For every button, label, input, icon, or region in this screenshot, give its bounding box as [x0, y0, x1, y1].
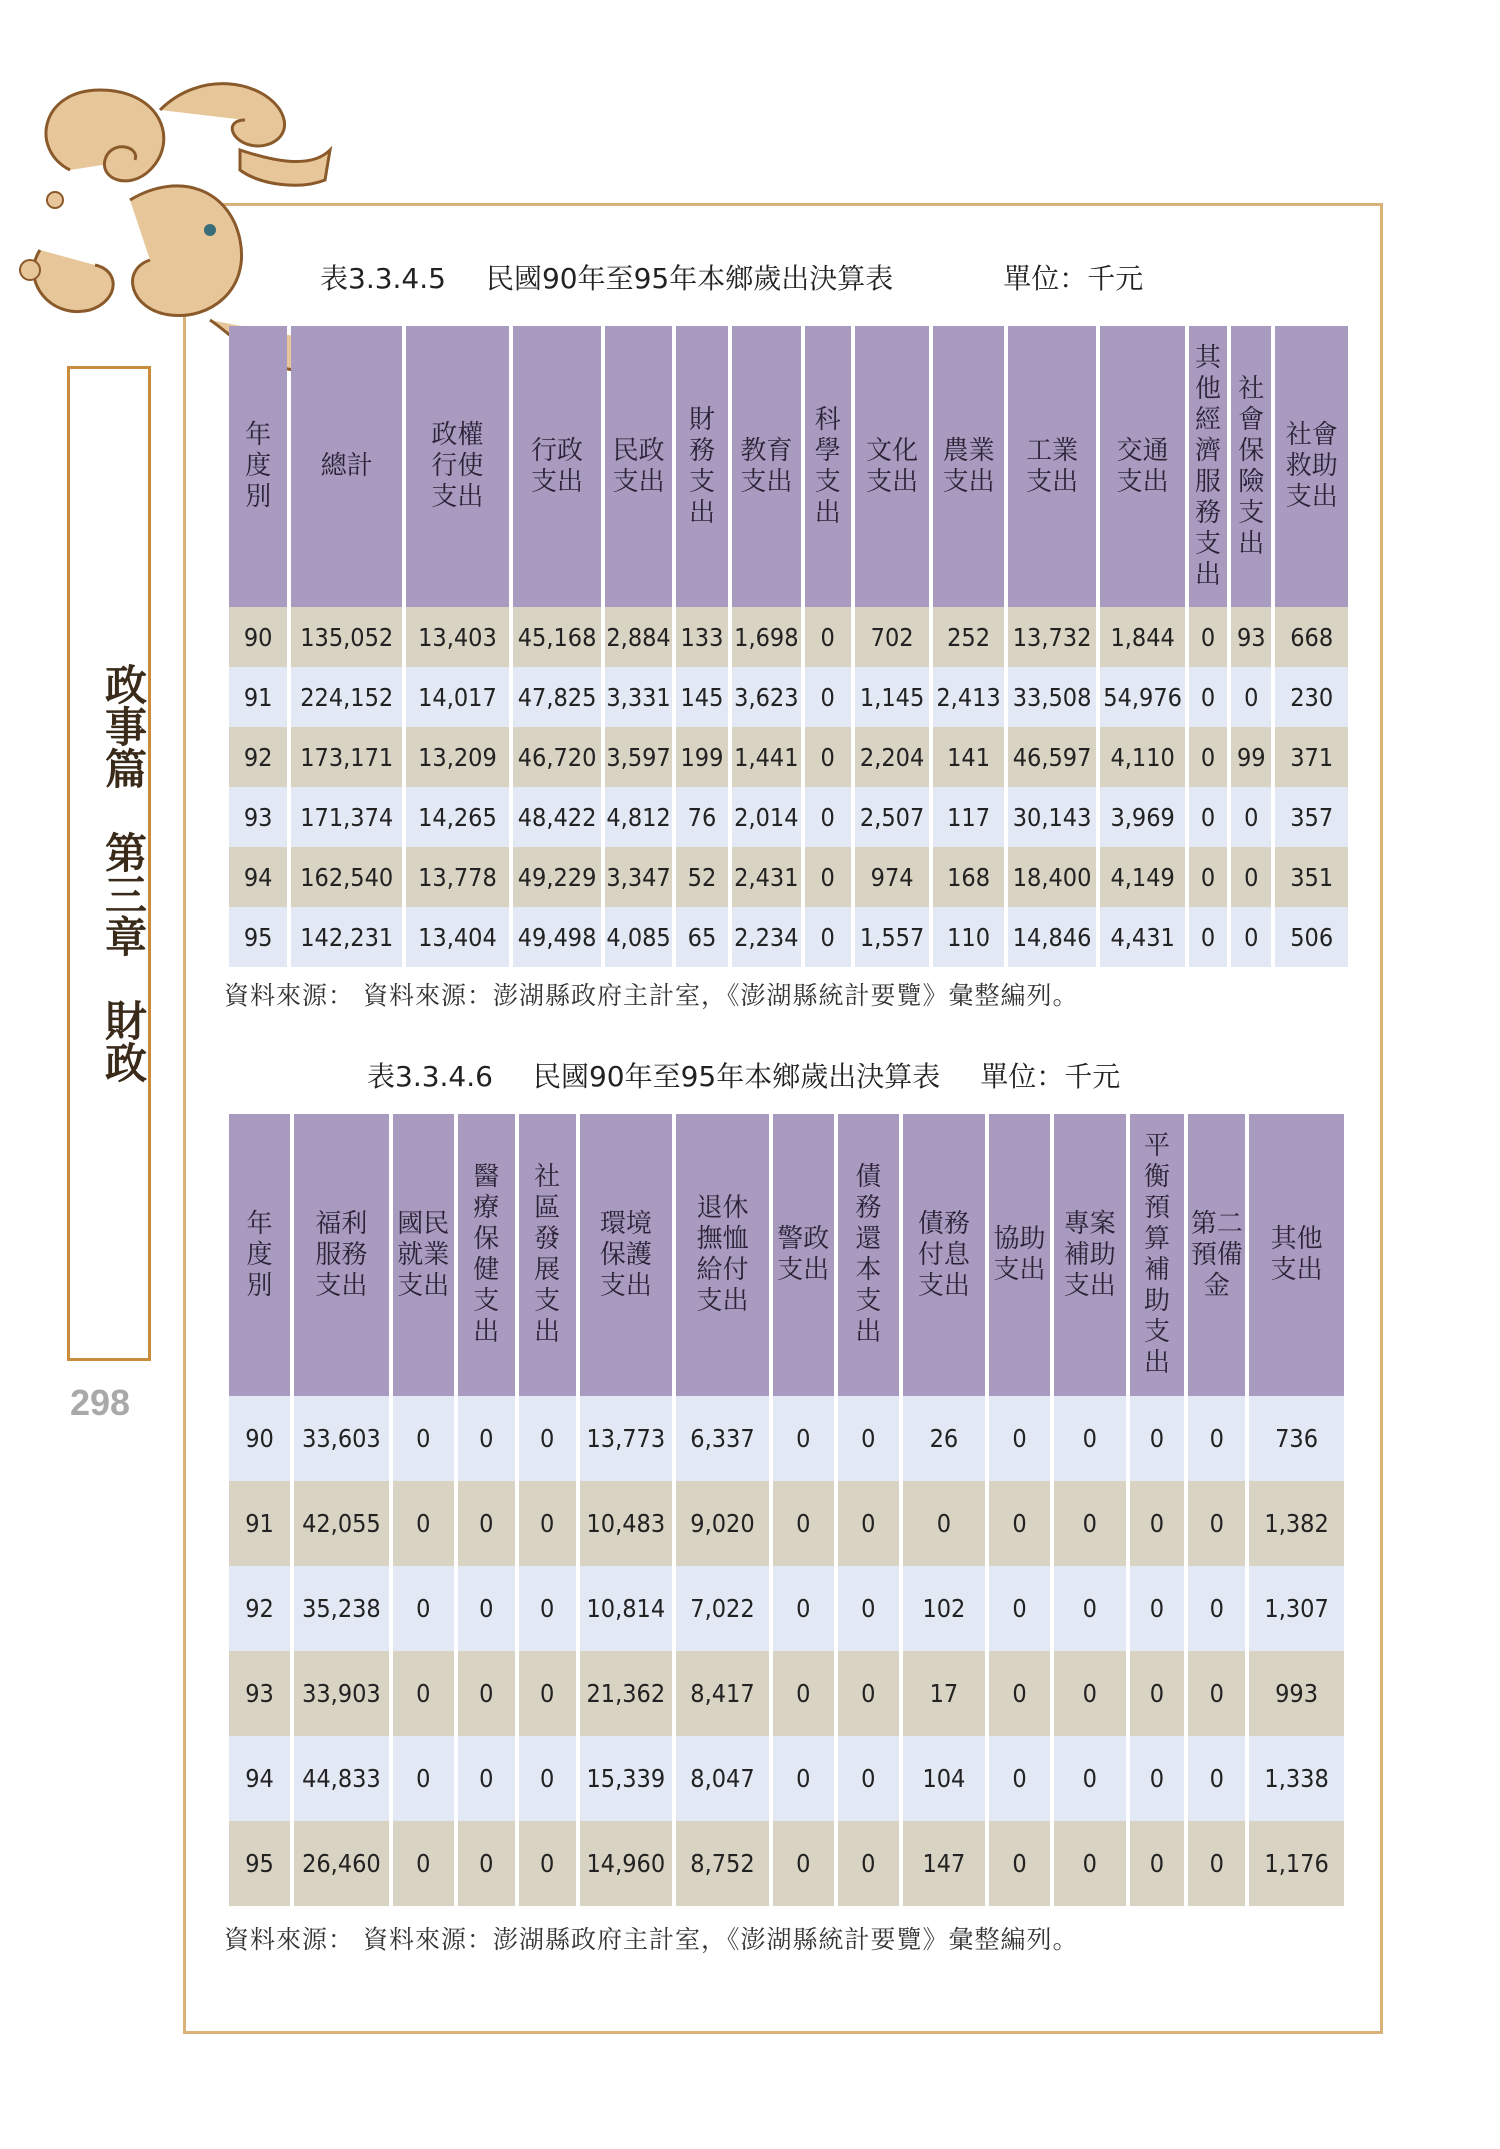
table-cell: 1,557	[855, 907, 929, 967]
table2-header-4	[519, 1114, 576, 1396]
table-cell: 104	[903, 1736, 985, 1821]
table2-header-label: 年度別	[246, 1208, 273, 1301]
table2-header-14	[1249, 1114, 1344, 1396]
table-cell: 1,176	[1249, 1821, 1344, 1906]
table-cell: 0	[1130, 1396, 1185, 1481]
table1-header-10	[1008, 326, 1097, 607]
table-row	[229, 1566, 1344, 1651]
table-cell: 0	[989, 1481, 1050, 1566]
table-cell: 2,204	[855, 727, 929, 787]
table2-header-8	[838, 1114, 899, 1396]
table-cell: 93	[1231, 607, 1271, 667]
table1-header-label: 社會保險支出	[1238, 373, 1265, 559]
table1-caption-id: 表3.3.4.5	[320, 262, 446, 295]
table-cell: 35,238	[294, 1566, 389, 1651]
table-row	[229, 847, 1348, 907]
table2-header-2	[393, 1114, 454, 1396]
table-cell: 0	[805, 787, 851, 847]
table1-header-8	[855, 326, 929, 607]
table1-header-0	[229, 326, 287, 607]
table-cell: 736	[1249, 1396, 1344, 1481]
table-cell: 0	[458, 1651, 515, 1736]
table-cell: 0	[1054, 1821, 1126, 1906]
table-cell: 0	[989, 1651, 1050, 1736]
table1-header-label: 教育支出	[740, 435, 793, 497]
table2-header-label: 退休撫恤給付支出	[696, 1193, 749, 1316]
table-cell: 46,720	[513, 727, 602, 787]
table-cell: 49,229	[513, 847, 602, 907]
table-cell: 3,347	[605, 847, 671, 907]
table-cell: 93	[229, 1651, 290, 1736]
table2-header-label: 環境保護支出	[599, 1208, 652, 1301]
table-cell: 0	[1130, 1651, 1185, 1736]
table1-source: 資料來源： 資料來源：澎湖縣政府主計室，《澎湖縣統計要覽》彙整編列。	[224, 981, 1079, 1010]
table1-header-5	[676, 326, 728, 607]
table-cell: 14,265	[406, 787, 509, 847]
table1-header-label: 交通支出	[1116, 435, 1169, 497]
table-cell: 1,441	[732, 727, 800, 787]
table2-header-1	[294, 1114, 389, 1396]
table-cell: 13,209	[406, 727, 509, 787]
table-cell: 0	[1189, 727, 1227, 787]
table-cell: 3,597	[605, 727, 671, 787]
table-cell: 0	[805, 847, 851, 907]
table-cell: 102	[903, 1566, 985, 1651]
table2-header-label: 協助支出	[993, 1224, 1046, 1285]
table2-header-13	[1188, 1114, 1245, 1396]
table-cell: 9,020	[676, 1481, 769, 1566]
table2-header-3	[458, 1114, 515, 1396]
chapter-title: 政事篇 第三章 財政	[99, 663, 148, 1083]
table2-source: 資料來源： 資料來源：澎湖縣政府主計室，《澎湖縣統計要覽》彙整編列。	[224, 1925, 1079, 1954]
table2-header-label: 專案補助支出	[1063, 1208, 1116, 1301]
table2-header-10	[989, 1114, 1050, 1396]
table-cell: 0	[1231, 847, 1271, 907]
table1-header-label: 行政支出	[531, 435, 584, 497]
table-cell: 1,145	[855, 667, 929, 727]
table-cell: 0	[989, 1396, 1050, 1481]
table-cell: 0	[1188, 1821, 1245, 1906]
table-cell: 0	[773, 1481, 834, 1566]
table-cell: 2,234	[732, 907, 800, 967]
table-cell: 117	[933, 787, 1003, 847]
table-cell: 974	[855, 847, 929, 907]
table-cell: 14,846	[1008, 907, 1097, 967]
table2-header-label: 醫療保健支出	[473, 1162, 500, 1347]
table-row	[229, 667, 1348, 727]
table-cell: 4,085	[605, 907, 671, 967]
table-cell: 0	[1189, 607, 1227, 667]
table1-header-label: 文化支出	[866, 435, 919, 497]
table-row	[229, 1481, 1344, 1566]
table-cell: 2,413	[933, 667, 1003, 727]
table2-header-11	[1054, 1114, 1126, 1396]
table1-header-label: 其他經濟服務支出	[1195, 342, 1222, 590]
table-cell: 30,143	[1008, 787, 1097, 847]
table-cell: 0	[1231, 667, 1271, 727]
table-cell: 21,362	[580, 1651, 673, 1736]
table-cell: 0	[1188, 1396, 1245, 1481]
table1-header-12	[1189, 326, 1227, 607]
table2-unit: 單位：千元	[980, 1060, 1121, 1093]
table-cell: 224,152	[291, 667, 402, 727]
table-row	[229, 727, 1348, 787]
table-cell: 0	[838, 1821, 899, 1906]
table-cell: 13,778	[406, 847, 509, 907]
table1-header-label: 科學支出	[814, 404, 841, 528]
table-cell: 76	[676, 787, 728, 847]
table-cell: 8,417	[676, 1651, 769, 1736]
table-cell: 0	[1189, 667, 1227, 727]
table2-header-label: 平衡預算補助支出	[1143, 1131, 1170, 1378]
table1-header-label: 工業支出	[1026, 435, 1079, 497]
table-cell: 6,337	[676, 1396, 769, 1481]
table-cell: 0	[1130, 1566, 1185, 1651]
table2-header-label: 債務還本支出	[855, 1162, 882, 1347]
table1-unit: 單位：千元	[1003, 262, 1144, 295]
table1-header-6	[732, 326, 800, 607]
table-cell: 45,168	[513, 607, 602, 667]
table-cell: 252	[933, 607, 1003, 667]
table-cell: 0	[519, 1821, 576, 1906]
table1-header-label: 年度別	[245, 420, 272, 512]
table-cell: 0	[1231, 907, 1271, 967]
table-cell: 0	[1189, 787, 1227, 847]
table-cell: 0	[838, 1481, 899, 1566]
table1	[225, 326, 1352, 967]
table-cell: 162,540	[291, 847, 402, 907]
table-cell: 0	[393, 1821, 454, 1906]
table2-header-label: 第二預備金	[1190, 1208, 1243, 1301]
table-row	[229, 907, 1348, 967]
table-cell: 0	[458, 1736, 515, 1821]
table-cell: 702	[855, 607, 929, 667]
table-cell: 0	[1130, 1736, 1185, 1821]
table-cell: 351	[1275, 847, 1348, 907]
table-cell: 13,404	[406, 907, 509, 967]
table-cell: 0	[838, 1651, 899, 1736]
table-cell: 0	[519, 1481, 576, 1566]
table2-header-9	[903, 1114, 985, 1396]
table2-header-label: 社區發展支出	[534, 1162, 561, 1347]
table-cell: 357	[1275, 787, 1348, 847]
table-cell: 147	[903, 1821, 985, 1906]
table-cell: 54,976	[1100, 667, 1185, 727]
table2-header-5	[580, 1114, 673, 1396]
table1-header-label: 總計	[320, 451, 373, 481]
table-cell: 94	[229, 1736, 290, 1821]
table-cell: 0	[805, 667, 851, 727]
table-cell: 4,110	[1100, 727, 1185, 787]
table-cell: 0	[805, 727, 851, 787]
table-cell: 10,814	[580, 1566, 673, 1651]
table-cell: 0	[903, 1481, 985, 1566]
table-cell: 0	[1054, 1736, 1126, 1821]
table-cell: 42,055	[294, 1481, 389, 1566]
table-cell: 1,382	[1249, 1481, 1344, 1566]
table-cell: 1,338	[1249, 1736, 1344, 1821]
table1-header-label: 社會救助支出	[1285, 420, 1338, 512]
table-cell: 0	[1188, 1566, 1245, 1651]
table-cell: 199	[676, 727, 728, 787]
table2-header-label: 其他支出	[1270, 1224, 1323, 1285]
table-cell: 0	[1054, 1481, 1126, 1566]
table-row	[229, 1821, 1344, 1906]
table-cell: 13,732	[1008, 607, 1097, 667]
table-cell: 230	[1275, 667, 1348, 727]
table-cell: 33,603	[294, 1396, 389, 1481]
table-cell: 65	[676, 907, 728, 967]
table-cell: 1,698	[732, 607, 800, 667]
table1-header-14	[1275, 326, 1348, 607]
table2-header-7	[773, 1114, 834, 1396]
table-cell: 0	[1188, 1736, 1245, 1821]
table-cell: 3,331	[605, 667, 671, 727]
table-cell: 90	[229, 1396, 290, 1481]
table-cell: 91	[229, 667, 287, 727]
table-cell: 47,825	[513, 667, 602, 727]
table-cell: 0	[393, 1481, 454, 1566]
chapter-side-label	[67, 366, 151, 1361]
table-cell: 168	[933, 847, 1003, 907]
table1-header-13	[1231, 326, 1271, 607]
table-cell: 0	[773, 1396, 834, 1481]
table-cell: 0	[1054, 1651, 1126, 1736]
table-cell: 135,052	[291, 607, 402, 667]
table-cell: 0	[805, 607, 851, 667]
table-cell: 142,231	[291, 907, 402, 967]
table1-header-4	[605, 326, 671, 607]
table2-caption-id: 表3.3.4.6	[367, 1060, 493, 1093]
table-cell: 95	[229, 907, 287, 967]
table-cell: 0	[773, 1566, 834, 1651]
table-cell: 8,752	[676, 1821, 769, 1906]
table-cell: 18,400	[1008, 847, 1097, 907]
table-cell: 3,969	[1100, 787, 1185, 847]
table-cell: 0	[1189, 847, 1227, 907]
table2-caption-title: 民國90年至95年本鄉歲出決算表	[532, 1060, 941, 1093]
table-cell: 173,171	[291, 727, 402, 787]
page-number: 298	[70, 1382, 131, 1423]
table-row	[229, 1396, 1344, 1481]
table-cell: 91	[229, 1481, 290, 1566]
table1-header-9	[933, 326, 1003, 607]
table-cell: 90	[229, 607, 287, 667]
table2-header-0	[229, 1114, 290, 1396]
table-cell: 14,017	[406, 667, 509, 727]
table-row	[229, 787, 1348, 847]
table-cell: 0	[838, 1566, 899, 1651]
table-cell: 0	[458, 1481, 515, 1566]
table1-header-label: 民政支出	[612, 435, 665, 497]
table-cell: 0	[458, 1821, 515, 1906]
table-cell: 0	[989, 1736, 1050, 1821]
table-cell: 1,844	[1100, 607, 1185, 667]
table-cell: 52	[676, 847, 728, 907]
table1-header-1	[291, 326, 402, 607]
table-cell: 99	[1231, 727, 1271, 787]
table2-header-6	[676, 1114, 769, 1396]
table1-header-label: 農業支出	[942, 435, 995, 497]
table-row	[229, 1651, 1344, 1736]
table-cell: 145	[676, 667, 728, 727]
table-cell: 0	[838, 1736, 899, 1821]
table-cell: 0	[805, 907, 851, 967]
table1-header-label: 政權行使支出	[431, 420, 484, 512]
table-cell: 0	[519, 1566, 576, 1651]
table-cell: 93	[229, 787, 287, 847]
table-cell: 13,773	[580, 1396, 673, 1481]
table-cell: 0	[773, 1736, 834, 1821]
table-cell: 110	[933, 907, 1003, 967]
table2-header-label: 國民就業支出	[397, 1208, 450, 1301]
table1-header-7	[805, 326, 851, 607]
table-cell: 44,833	[294, 1736, 389, 1821]
table-cell: 506	[1275, 907, 1348, 967]
table-cell: 133	[676, 607, 728, 667]
table-cell: 0	[1054, 1566, 1126, 1651]
table-cell: 33,508	[1008, 667, 1097, 727]
table-row	[229, 607, 1348, 667]
table-cell: 0	[393, 1396, 454, 1481]
table-cell: 0	[1130, 1481, 1185, 1566]
table-cell: 0	[773, 1651, 834, 1736]
table1-caption	[320, 257, 1143, 297]
table1-header-2	[406, 326, 509, 607]
table2-caption	[367, 1055, 1120, 1095]
table-cell: 8,047	[676, 1736, 769, 1821]
table-cell: 0	[1130, 1821, 1185, 1906]
table-cell: 0	[1189, 907, 1227, 967]
table-cell: 0	[519, 1651, 576, 1736]
table-cell: 0	[519, 1396, 576, 1481]
table-cell: 0	[1188, 1481, 1245, 1566]
table-cell: 0	[989, 1566, 1050, 1651]
table-cell: 48,422	[513, 787, 602, 847]
table-cell: 14,960	[580, 1821, 673, 1906]
table-cell: 993	[1249, 1651, 1344, 1736]
table-cell: 10,483	[580, 1481, 673, 1566]
table-cell: 171,374	[291, 787, 402, 847]
table-cell: 0	[393, 1566, 454, 1651]
table-cell: 0	[458, 1396, 515, 1481]
table-cell: 13,403	[406, 607, 509, 667]
table-cell: 92	[229, 1566, 290, 1651]
table-cell: 4,149	[1100, 847, 1185, 907]
table-cell: 0	[838, 1396, 899, 1481]
table-cell: 0	[393, 1651, 454, 1736]
table-cell: 7,022	[676, 1566, 769, 1651]
table2-header-label: 福利服務支出	[315, 1208, 368, 1301]
table-cell: 0	[989, 1821, 1050, 1906]
table-cell: 4,812	[605, 787, 671, 847]
table-row	[229, 1736, 1344, 1821]
table-cell: 1,307	[1249, 1566, 1344, 1651]
table1-caption-title: 民國90年至95年本鄉歲出決算表	[485, 262, 894, 295]
table-cell: 33,903	[294, 1651, 389, 1736]
table-cell: 15,339	[580, 1736, 673, 1821]
table-cell: 0	[1054, 1396, 1126, 1481]
table-cell: 0	[773, 1821, 834, 1906]
table-cell: 0	[393, 1736, 454, 1821]
table-cell: 4,431	[1100, 907, 1185, 967]
table-cell: 0	[458, 1566, 515, 1651]
table2	[225, 1114, 1348, 1906]
table2-header-label: 警政支出	[777, 1224, 830, 1285]
table-cell: 0	[1188, 1651, 1245, 1736]
table-cell: 26,460	[294, 1821, 389, 1906]
table-cell: 371	[1275, 727, 1348, 787]
table1-header-3	[513, 326, 602, 607]
table-cell: 92	[229, 727, 287, 787]
table2-header-label: 債務付息支出	[917, 1208, 970, 1301]
table-cell: 26	[903, 1396, 985, 1481]
table-cell: 95	[229, 1821, 290, 1906]
table-cell: 3,623	[732, 667, 800, 727]
table-cell: 0	[1231, 787, 1271, 847]
table2-header-12	[1130, 1114, 1185, 1396]
table-cell: 17	[903, 1651, 985, 1736]
table-cell: 2,014	[732, 787, 800, 847]
table-cell: 2,884	[605, 607, 671, 667]
table-cell: 94	[229, 847, 287, 907]
table-cell: 2,431	[732, 847, 800, 907]
table-cell: 2,507	[855, 787, 929, 847]
table1-header-11	[1100, 326, 1185, 607]
table-cell: 46,597	[1008, 727, 1097, 787]
table-cell: 141	[933, 727, 1003, 787]
table-cell: 0	[519, 1736, 576, 1821]
table-cell: 668	[1275, 607, 1348, 667]
table-cell: 49,498	[513, 907, 602, 967]
table1-header-label: 財務支出	[688, 404, 715, 528]
